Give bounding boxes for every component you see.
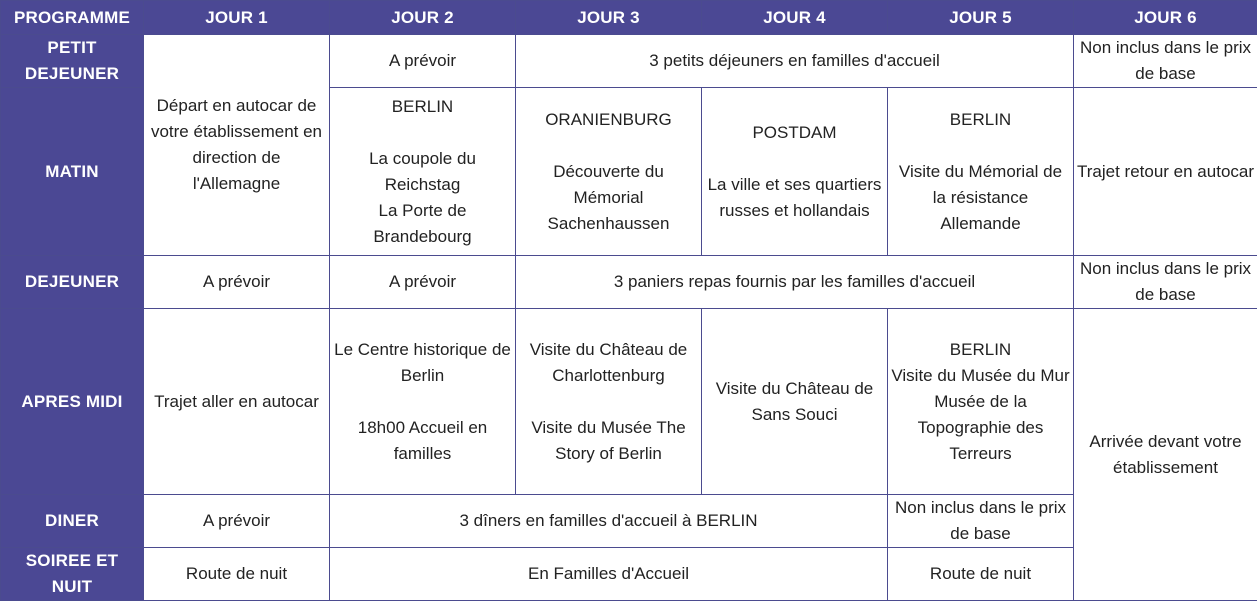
cell-line bbox=[705, 146, 884, 172]
header-row bbox=[1, 1, 1257, 35]
header-jour-5: JOUR 5 bbox=[888, 1, 1074, 35]
row-petit-dejeuner bbox=[1, 35, 1257, 88]
matin-jour-2 bbox=[330, 88, 516, 256]
row-label-matin: MATIN bbox=[1, 88, 144, 256]
header-jour-3: JOUR 3 bbox=[516, 1, 702, 35]
soiree-jour-2-4: En Familles d'Accueil bbox=[330, 548, 888, 601]
cell-line: 18h00 Accueil en familles bbox=[333, 415, 512, 467]
cell-line: Le Centre historique de Berlin bbox=[333, 337, 512, 389]
apres-midi-jour-2 bbox=[330, 309, 516, 495]
cell-line: BERLIN bbox=[333, 94, 512, 120]
matin-jour-1: Départ en autocar de votre établissement en direction de l'Allemagne bbox=[144, 35, 330, 256]
cell-line bbox=[891, 133, 1070, 159]
row-label-apres-midi: APRES MIDI bbox=[1, 309, 144, 495]
apres-midi-jour-5 bbox=[888, 309, 1074, 495]
diner-jour-5: Non inclus dans le prix de base bbox=[888, 495, 1074, 548]
row-label-diner: DINER bbox=[1, 495, 144, 548]
cell-line: Musée de la Topographie des Terreurs bbox=[891, 389, 1070, 467]
diner-jour-1: A prévoir bbox=[144, 495, 330, 548]
soiree-jour-1: Route de nuit bbox=[144, 548, 330, 601]
cell-line: La coupole du Reichstag bbox=[333, 146, 512, 198]
cell-line: Visite du Musée du Mur bbox=[891, 363, 1070, 389]
cell-line bbox=[519, 133, 698, 159]
petit-dejeuner-jour-3-5: 3 petits déjeuners en familles d'accueil bbox=[516, 35, 1074, 88]
cell-line bbox=[333, 120, 512, 146]
row-label-petit-dejeuner: PETIT DEJEUNER bbox=[1, 35, 144, 88]
row-diner bbox=[1, 495, 1257, 548]
header-jour-1: JOUR 1 bbox=[144, 1, 330, 35]
matin-jour-6: Trajet retour en autocar bbox=[1074, 88, 1257, 256]
cell-line: La Porte de Brandebourg bbox=[333, 198, 512, 250]
row-apres-midi bbox=[1, 309, 1257, 495]
matin-jour-4 bbox=[702, 88, 888, 256]
petit-dejeuner-jour-6: Non inclus dans le prix de base bbox=[1074, 35, 1257, 88]
cell-line: POSTDAM bbox=[705, 120, 884, 146]
header-jour-6: JOUR 6 bbox=[1074, 1, 1257, 35]
dejeuner-jour-6: Non inclus dans le prix de base bbox=[1074, 256, 1257, 309]
soiree-jour-5: Route de nuit bbox=[888, 548, 1074, 601]
cell-line: ORANIENBURG bbox=[519, 107, 698, 133]
diner-jour-2-4: 3 dîners en familles d'accueil à BERLIN bbox=[330, 495, 888, 548]
cell-line: Découverte du Mémorial Sachenhaussen bbox=[519, 159, 698, 237]
apres-midi-jour-4: Visite du Château de Sans Souci bbox=[702, 309, 888, 495]
cell-line: Visite du Mémorial de la résistance Allemande bbox=[891, 159, 1070, 237]
cell-line: Visite du Musée The Story of Berlin bbox=[519, 415, 698, 467]
header-programme: PROGRAMME bbox=[1, 1, 144, 35]
cell-line: Visite du Château de Charlottenburg bbox=[519, 337, 698, 389]
apres-midi-jour-1: Trajet aller en autocar bbox=[144, 309, 330, 495]
cell-line: BERLIN bbox=[891, 337, 1070, 363]
row-soiree-et-nuit bbox=[1, 548, 1257, 601]
petit-dejeuner-jour-2: A prévoir bbox=[330, 35, 516, 88]
row-dejeuner bbox=[1, 256, 1257, 309]
cell-line: BERLIN bbox=[891, 107, 1070, 133]
apres-midi-jour-3 bbox=[516, 309, 702, 495]
cell-line bbox=[333, 389, 512, 415]
header-jour-4: JOUR 4 bbox=[702, 1, 888, 35]
apres-midi-jour-6: Arrivée devant votre établissement bbox=[1074, 309, 1257, 601]
header-jour-2: JOUR 2 bbox=[330, 1, 516, 35]
cell-line: La ville et ses quartiers russes et hollandais bbox=[705, 172, 884, 224]
dejeuner-jour-1: A prévoir bbox=[144, 256, 330, 309]
matin-jour-5 bbox=[888, 88, 1074, 256]
dejeuner-jour-3-5: 3 paniers repas fournis par les familles d'accueil bbox=[516, 256, 1074, 309]
matin-jour-3 bbox=[516, 88, 702, 256]
dejeuner-jour-2: A prévoir bbox=[330, 256, 516, 309]
row-label-dejeuner: DEJEUNER bbox=[1, 256, 144, 309]
cell-line bbox=[519, 389, 698, 415]
row-label-soiree-et-nuit: SOIREE ET NUIT bbox=[1, 548, 144, 601]
